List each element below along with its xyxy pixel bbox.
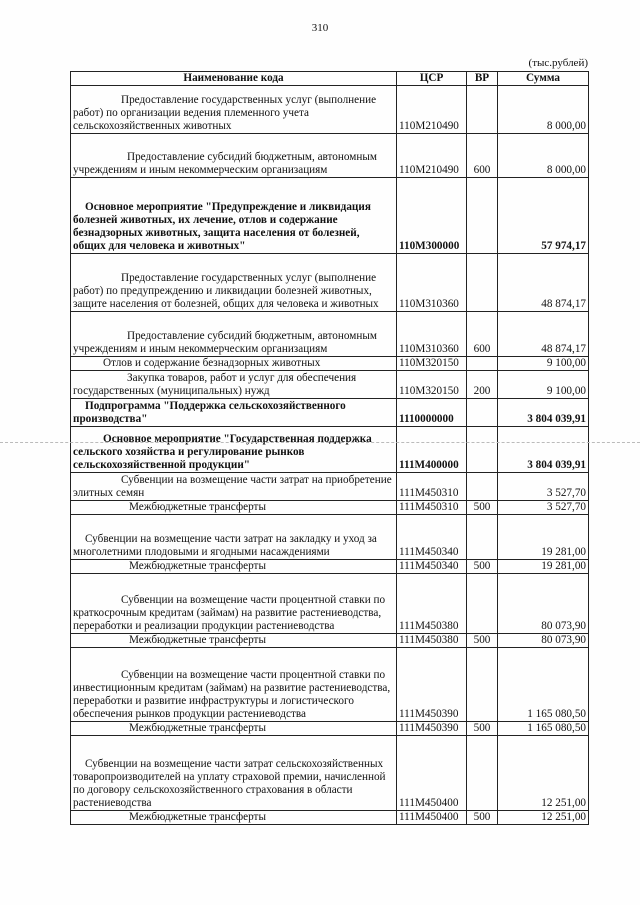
units-label: (тыс.рублей) [528,57,588,69]
row-vr [467,574,498,634]
table-row [71,736,589,811]
table-row [71,427,589,473]
row-vr [467,399,498,427]
row-sum: 9 100,00 [498,371,589,399]
row-csr: 111М450310 [397,473,467,501]
row-name: Подпрограмма "Поддержка сельскохозяйственного производства" [71,399,397,427]
row-sum: 80 073,90 [498,634,589,648]
row-csr: 111М450390 [397,648,467,722]
row-csr: 110М300000 [397,178,467,254]
row-name: Межбюджетные трансферты [71,560,397,574]
row-vr [467,178,498,254]
row-sum: 48 874,17 [498,312,589,357]
table-row [71,371,589,399]
row-vr [467,86,498,134]
table-row [71,134,589,178]
row-sum: 80 073,90 [498,574,589,634]
row-name: Субвенции на возмещение части затрат сельскохозяйственных товаропроизводителей на уплату страховой премии, начисленной по договору сельскохозяйственного страхования в области растениеводства [71,736,397,811]
row-name: Предоставление субсидий бюджетным, автономным учреждениям и иным некоммерческим организациям [71,134,397,178]
row-sum: 8 000,00 [498,134,589,178]
row-csr: 110М210490 [397,134,467,178]
table-header-row [71,72,589,86]
row-vr: 500 [467,634,498,648]
table-row [71,560,589,574]
row-vr: 500 [467,811,498,825]
header-csr: ЦСР [397,72,467,86]
row-vr [467,254,498,312]
row-name: Предоставление государственных услуг (выполнение работ) по организации ведения племенного учета сельскохозяйственных животных [71,86,397,134]
row-name: Предоставление субсидий бюджетным, автономным учреждениям и иным некоммерческим организациям [71,312,397,357]
table-row [71,254,589,312]
row-name: Межбюджетные трансферты [71,811,397,825]
header-vr: ВР [467,72,498,86]
table-row [71,574,589,634]
row-csr: 1110000000 [397,399,467,427]
row-sum: 3 527,70 [498,501,589,515]
table-row [71,515,589,560]
scan-fold-line [0,442,640,443]
table-row [71,178,589,254]
row-csr: 110М310360 [397,254,467,312]
row-csr: 111М450390 [397,722,467,736]
row-csr: 110М310360 [397,312,467,357]
row-name: Субвенции на возмещение части процентной ставки по краткосрочным кредитам (займам) на развитие растениеводства, переработки и реализации продукции растениеводства [71,574,397,634]
row-csr: 111М450340 [397,515,467,560]
row-vr: 500 [467,722,498,736]
row-vr [467,357,498,371]
row-sum: 1 165 080,50 [498,722,589,736]
row-sum: 12 251,00 [498,811,589,825]
row-vr: 600 [467,312,498,357]
row-vr: 500 [467,560,498,574]
page-number: 310 [311,22,329,34]
row-csr: 111М400000 [397,427,467,473]
table-row [71,86,589,134]
row-name: Основное мероприятие "Предупреждение и ликвидация болезней животных, их лечение, отлов и содержание безнадзорных животных, защита населения от болезней, общих для человека и животных" [71,178,397,254]
row-csr: 111М450380 [397,634,467,648]
table-row [71,399,589,427]
row-name: Предоставление государственных услуг (выполнение работ) по предупреждению и ликвидации болезней животных, защите населения от болезней, общих для человека и животных [71,254,397,312]
row-vr: 600 [467,134,498,178]
table-row [71,811,589,825]
row-csr: 110М320150 [397,357,467,371]
row-name: Субвенции на возмещение части затрат на приобретение элитных семян [71,473,397,501]
row-name: Отлов и содержание безнадзорных животных [71,357,397,371]
row-sum: 3 804 039,91 [498,399,589,427]
row-csr: 110М320150 [397,371,467,399]
row-sum: 3 804 039,91 [498,427,589,473]
row-vr [467,515,498,560]
row-name: Межбюджетные трансферты [71,501,397,515]
row-vr [467,473,498,501]
row-name: Закупка товаров, работ и услуг для обеспечения государственных (муниципальных) нужд [71,371,397,399]
row-name: Межбюджетные трансферты [71,722,397,736]
row-sum: 19 281,00 [498,515,589,560]
table-row [71,357,589,371]
row-csr: 111М450380 [397,574,467,634]
table-row [71,312,589,357]
table-row [71,634,589,648]
row-name: Основное мероприятие "Государственная поддержка сельского хозяйства и регулирование рынков сельскохозяйственной продукции" [71,427,397,473]
row-name: Субвенции на возмещение части затрат на закладку и уход за многолетними плодовыми и ягодными насаждениями [71,515,397,560]
budget-table [70,71,589,825]
row-vr: 500 [467,501,498,515]
table-row [71,473,589,501]
row-vr: 200 [467,371,498,399]
row-csr: 111М450400 [397,811,467,825]
header-sum: Сумма [498,72,589,86]
row-sum: 57 974,17 [498,178,589,254]
row-csr: 110М210490 [397,86,467,134]
row-sum: 3 527,70 [498,473,589,501]
row-sum: 9 100,00 [498,357,589,371]
row-sum: 8 000,00 [498,86,589,134]
row-name: Межбюджетные трансферты [71,634,397,648]
table-row [71,722,589,736]
header-name: Наименование кода [71,72,397,86]
row-vr [467,648,498,722]
row-name: Субвенции на возмещение части процентной ставки по инвестиционным кредитам (займам) на развитие растениеводства, переработки и развитие инфраструктуры и логистического обеспечения рынков продукции растениеводства [71,648,397,722]
table-row [71,501,589,515]
row-sum: 12 251,00 [498,736,589,811]
row-csr: 111М450400 [397,736,467,811]
row-vr [467,427,498,473]
row-csr: 111М450310 [397,501,467,515]
row-vr [467,736,498,811]
table-row [71,648,589,722]
row-csr: 111М450340 [397,560,467,574]
row-sum: 19 281,00 [498,560,589,574]
row-sum: 1 165 080,50 [498,648,589,722]
row-sum: 48 874,17 [498,254,589,312]
